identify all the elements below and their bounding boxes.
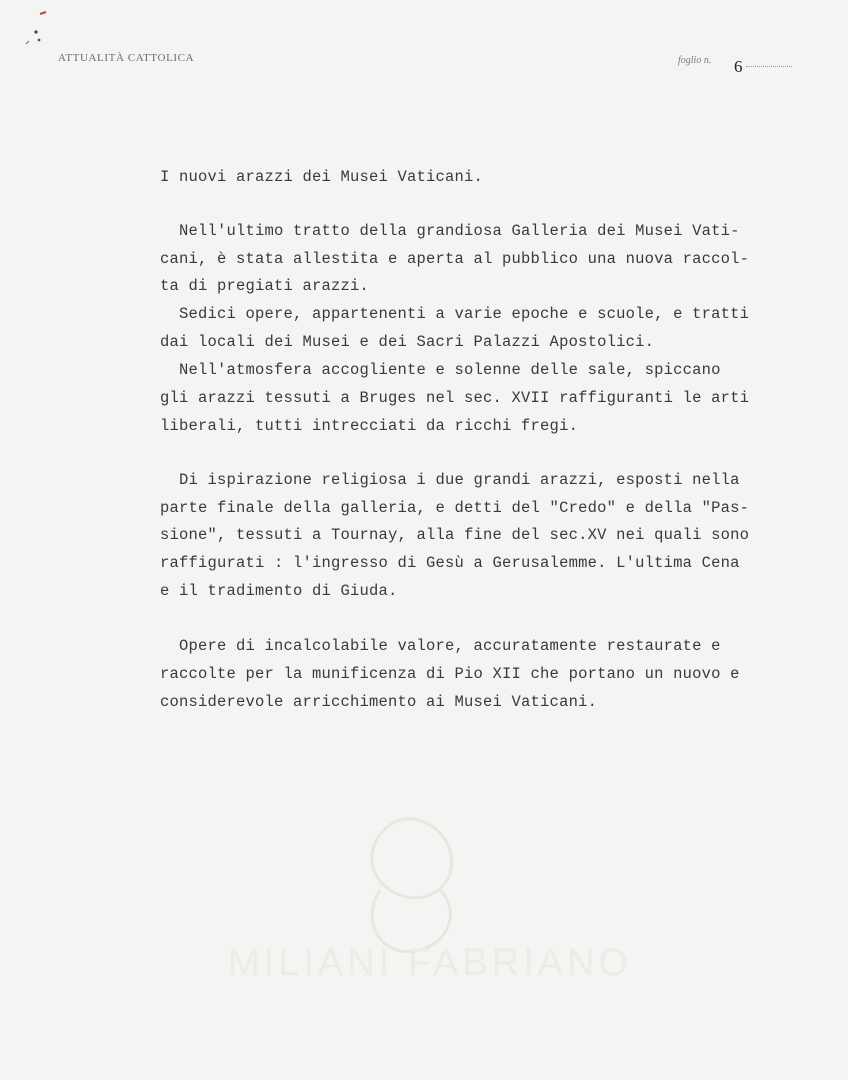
publication-header: ATTUALITÀ CATTOLICA [58,52,195,64]
text-line: raccolte per la munificenza di Pio XII che portano un nuovo e [160,665,740,683]
text-line: gli arazzi tessuti a Bruges nel sec. XVII raffiguranti le arti [160,389,750,407]
text-line: Di ispirazione religiosa i due grandi arazzi, esposti nella [160,471,740,489]
svg-text:MILIANI FABRIANO: MILIANI FABRIANO [228,942,632,984]
article-title: I nuovi arazzi dei Musei Vaticani. [160,168,484,186]
text-line: e il tradimento di Giuda. [160,582,398,600]
text-line: liberali, tutti intrecciati da ricchi fregi. [160,417,579,435]
paper-watermark [170,800,690,1020]
text-line: Nell'ultimo tratto della grandiosa Galleria dei Musei Vati- [160,222,740,240]
sheet-label: foglio n. [678,55,712,66]
ink-mark-icon [22,10,52,50]
text-line: dai locali dei Musei e dei Sacri Palazzi Apostolici. [160,333,655,351]
sheet-number: 6 [734,57,743,76]
text-line: Sedici opere, appartenenti a varie epoche e scuole, e tratti [160,305,750,323]
text-line: Nell'atmosfera accogliente e solenne delle sale, spiccano [160,361,721,379]
text-line: parte finale della galleria, e detti del "Credo" e della "Pas- [160,499,750,517]
text-line: sione", tessuti a Tournay, alla fine del sec.XV nei quali sono [160,526,750,544]
text-line: ta di pregiati arazzi. [160,277,370,295]
text-line: raffigurati : l'ingresso di Gesù a Gerusalemme. L'ultima Cena [160,554,740,572]
dotted-line [746,66,792,67]
text-line: cani, è stata allestita e aperta al pubblico una nuova raccol- [160,250,750,268]
text-line: considerevole arricchimento ai Musei Vaticani. [160,693,598,711]
text-line: Opere di incalcolabile valore, accuratamente restaurate e [160,637,721,655]
